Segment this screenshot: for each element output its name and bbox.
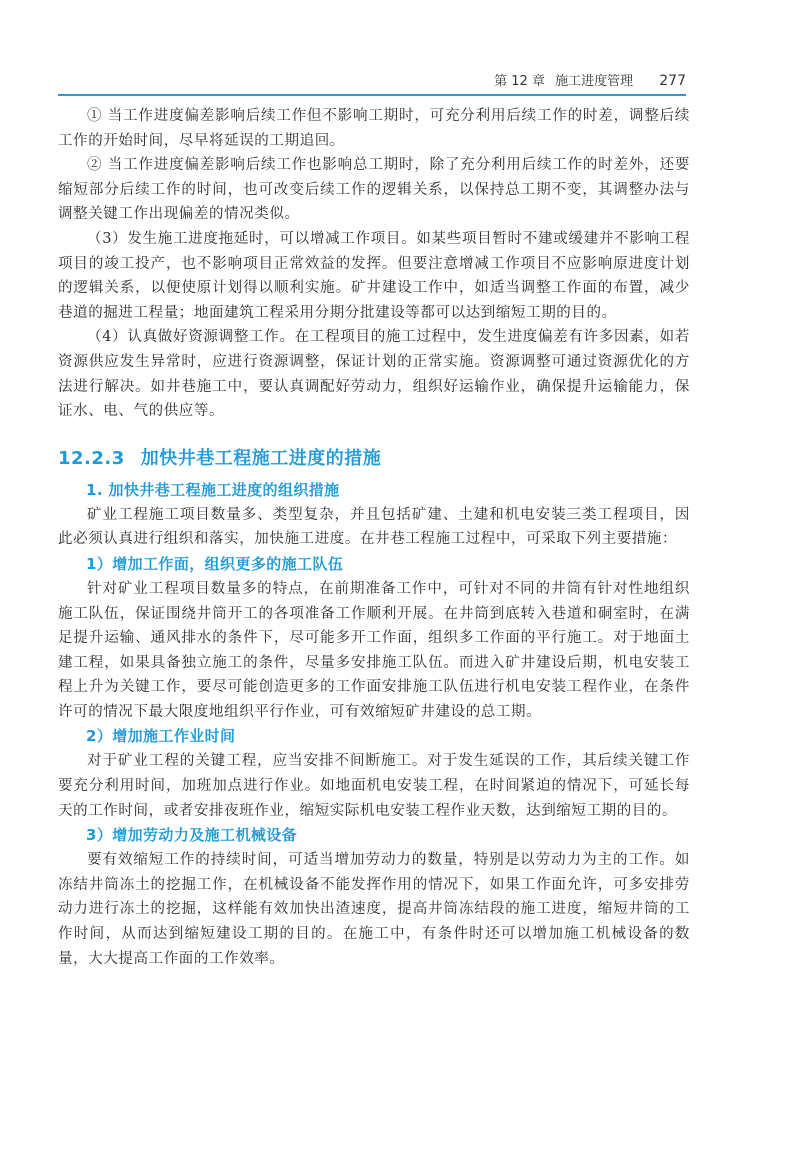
- item-heading-3: 3）增加劳动力及施工机械设备: [86, 826, 298, 845]
- section-title: 加快井巷工程施工进度的措施: [140, 447, 382, 469]
- paragraph-intro-3: （3）发生施工进度拖延时，可以增减工作项目。如某些项目暂时不建或缓建并不影响工程项目的竣工投产，也不影响项目正常效益的发挥。但要注意增减工作项目不应影响原进度计划的逻辑关系，以便使原计划得以顺利实施。矿井建设工作中，如适当调整工作面的布置，减少巷道的掘进工程量；地面建筑工程采用分期分批建设等都可以达到缩短工期的目的。: [58, 230, 690, 321]
- item-heading-1: 1）增加工作面，组织更多的施工队伍: [86, 554, 344, 573]
- paragraph-intro-1: ① 当工作进度偏差影响后续工作但不影响工期时，可充分利用后续工作的时差，调整后续工作的开始时间，尽早将延误的工期追回。: [58, 108, 690, 149]
- chapter-title: 施工进度管理: [555, 74, 634, 89]
- section-number: 12.2.3: [58, 447, 125, 469]
- item-paragraph-2: 对于矿业工程的关键工程，应当安排不间断施工。对于发生延误的工作，其后续关键工作要充分利用时间，加班加点进行作业。如地面机电安装工程，在时间紧迫的情况下，可延长每天的工作时间，或者安排夜班作业，缩短实际机电安装工程作业天数，达到缩短工期的目的。: [58, 753, 690, 819]
- page-body: [58, 104, 690, 971]
- paragraph-intro-4: （4）认真做好资源调整工作。在工程项目的施工过程中，发生进度偏差有许多因素，如若资源供应发生异常时，应进行资源调整，保证计划的正常实施。资源调整可通过资源优化的方法进行解决。如井巷施工中，要认真调配好劳动力，组织好运输作业，确保提升运输能力，保证水、电、气的供应等。: [58, 329, 690, 420]
- item-heading-2: 2）增加施工作业时间: [86, 727, 236, 746]
- page-number: 277: [659, 73, 686, 89]
- item-paragraph-3: 要有效缩短工作的持续时间，可适当增加劳动力的数量，特别是以劳动力为主的工作。如冻结井筒冻土的挖掘工作，在机械设备不能发挥作用的情况下，如果工作面允许，可多安排劳动力进行冻土的挖掘，这样能有效加快出渣速度，提高井筒冻结段的施工进度，缩短井筒的工作时间，从而达到缩短建设工期的目的。在施工中，有条件时还可以增加施工机械设备的数量，大大提高工作面的工作效率。: [58, 852, 690, 967]
- header-info: [494, 70, 686, 89]
- subsection-paragraph: 矿业工程施工项目数量多、类型复杂，并且包括矿建、土建和机电安装三类工程项目，因此必须认真进行组织和落实，加快施工进度。在井巷工程施工过程中，可采取下列主要措施：: [58, 506, 690, 548]
- subsection-heading: 1. 加快井巷工程施工进度的组织措施: [86, 480, 340, 499]
- section-heading: [58, 444, 690, 470]
- paragraph-intro-2: ② 当工作进度偏差影响后续工作也影响总工期时，除了充分利用后续工作的时差外，还要缩短部分后续工作的时间，也可改变后续工作的逻辑关系，以保持总工期不变，其调整办法与调整关键工作出现偏差的情况类似。: [58, 157, 690, 223]
- item-paragraph-1: 针对矿业工程项目数量多的特点，在前期准备工作中，可针对不同的井筒有针对性地组织施工队伍，保证围绕井筒开工的各项准备工作顺利开展。在井筒到底转入巷道和硐室时，在满足提升运输、通风排水的条件下，尽可能多开工作面，组织多工作面的平行施工。对于地面土建工程，如果具备独立施工的条件，尽量多安排施工队伍。而进入矿井建设后期，机电安装工程上升为关键工作，要尽可能创造更多的工作面安排施工队伍进行机电安装工程作业，在条件许可的情况下最大限度地组织平行作业，可有效缩短矿井建设的总工期。: [58, 580, 690, 720]
- chapter-label: 第 12 章: [494, 74, 545, 89]
- running-header: [58, 66, 686, 96]
